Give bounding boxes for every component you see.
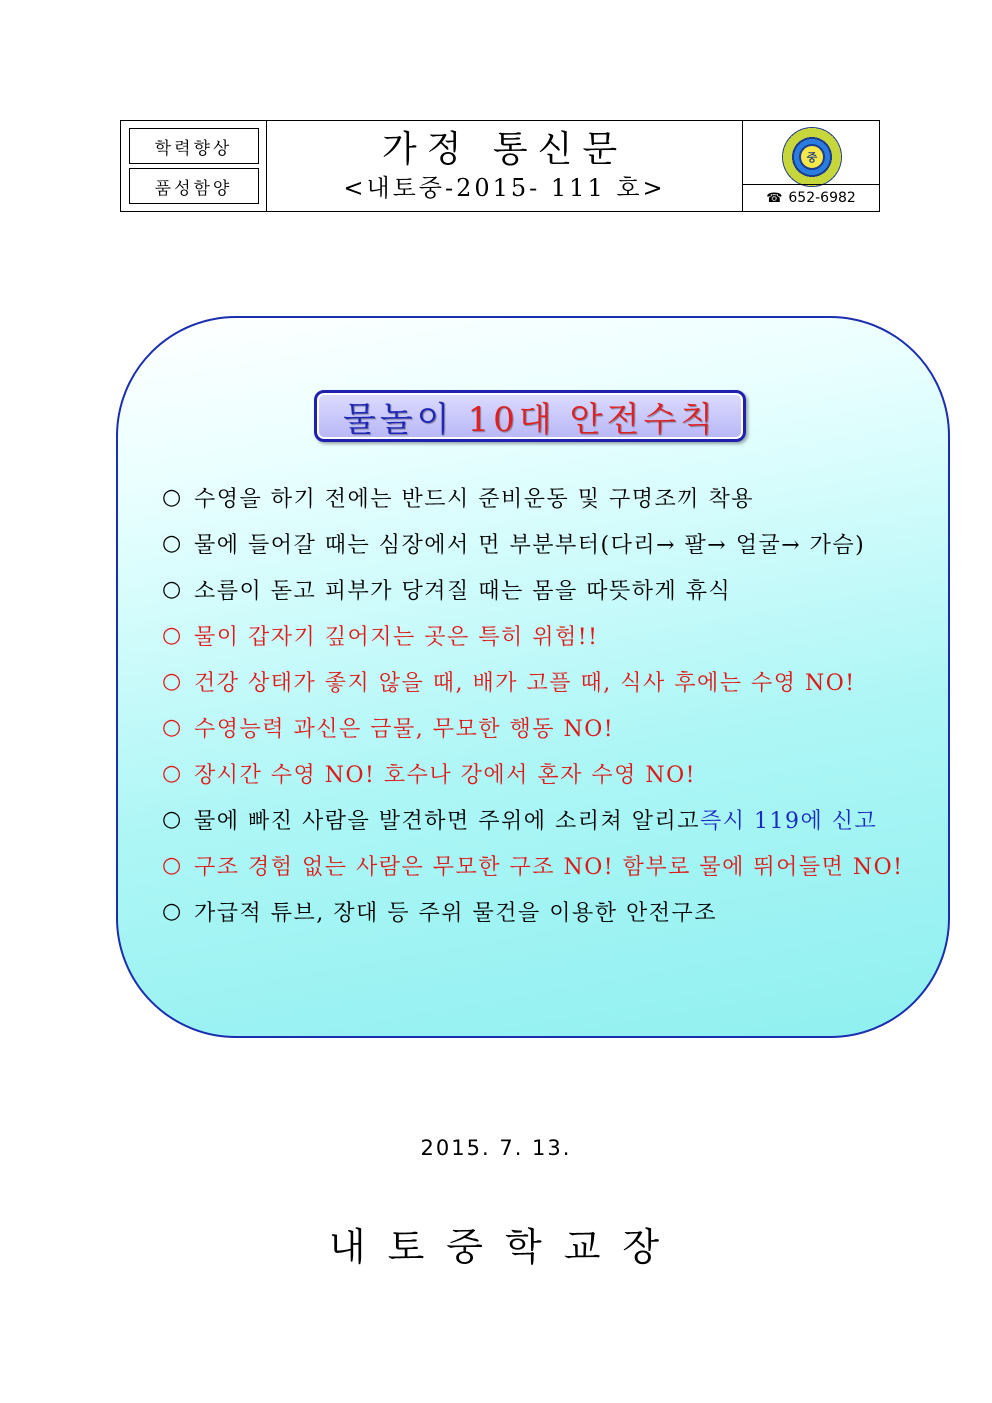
rule-text: 물에 빠진 사람을 발견하면 주위에 소리쳐 알리고 <box>194 808 701 834</box>
emblem-letter: 중 <box>799 144 825 170</box>
rule-highlight-emergency: 즉시 119에 신고 <box>700 808 878 834</box>
rule-text: 건강 상태가 좋지 않을 때, 배가 고플 때, 식사 후에는 수영 NO! <box>194 670 856 696</box>
rule-item-warning <box>162 612 903 658</box>
motto-cell <box>121 121 267 211</box>
rule-item <box>162 474 903 520</box>
bullet-icon: ○ <box>162 576 183 602</box>
rule-item <box>162 888 903 934</box>
phone-number-text: 652-6982 <box>788 190 856 206</box>
bullet-icon: ○ <box>162 760 183 786</box>
school-info-cell <box>743 121 879 211</box>
bullet-icon: ○ <box>162 852 183 878</box>
bullet-icon: ○ <box>162 484 183 510</box>
document-title: 가정 통신문 <box>381 129 628 170</box>
rule-text: 물이 갑자기 깊어지는 곳은 특히 위험!! <box>194 624 599 650</box>
principal-signature: 내토중학교장 <box>328 1225 682 1269</box>
rule-text: 수영능력 과신은 금물, 무모한 행동 NO! <box>194 716 615 742</box>
rules-list <box>162 474 903 934</box>
bullet-icon: ○ <box>162 898 183 924</box>
school-emblem-icon <box>782 127 842 187</box>
motto-character: 품성함양 <box>129 168 259 204</box>
rule-text: 수영을 하기 전에는 반드시 준비운동 및 구명조끼 착용 <box>194 486 754 512</box>
rule-item-warning <box>162 842 903 888</box>
bullet-icon: ○ <box>162 806 183 832</box>
rule-text: 소름이 돋고 피부가 당겨질 때는 몸을 따뜻하게 휴식 <box>194 578 732 604</box>
phone-number <box>743 184 879 211</box>
panel-title-part2: 10대 <box>467 399 556 440</box>
issue-number: <내토중-2015- 111 호> <box>343 174 666 202</box>
rule-item-warning <box>162 704 903 750</box>
telephone-icon: ☎ <box>766 190 783 206</box>
panel-title-part3: 안전수칙 <box>569 399 718 440</box>
bullet-icon: ○ <box>162 530 183 556</box>
rule-item <box>162 520 903 566</box>
motto-academic: 학력향상 <box>129 128 259 164</box>
rule-text: 장시간 수영 NO! 호수나 강에서 혼자 수영 NO! <box>194 762 696 788</box>
rule-text: 물에 들어갈 때는 심장에서 먼 부분부터(다리→ 팔→ 얼굴→ 가슴) <box>194 532 866 558</box>
safety-rules-panel <box>116 316 950 1038</box>
bullet-icon: ○ <box>162 668 183 694</box>
title-cell <box>267 121 743 211</box>
bullet-icon: ○ <box>162 714 183 740</box>
bullet-icon: ○ <box>162 622 183 648</box>
rule-item-warning <box>162 750 903 796</box>
rule-text: 구조 경험 없는 사람은 무모한 구조 NO! 함부로 물에 뛰어들면 NO! <box>194 854 904 880</box>
rule-item-warning <box>162 658 903 704</box>
rule-text: 가급적 튜브, 장대 등 주위 물건을 이용한 안전구조 <box>194 900 717 926</box>
panel-title <box>314 390 746 442</box>
panel-title-part1: 물놀이 <box>342 399 454 440</box>
rule-item <box>162 566 903 612</box>
rule-item <box>162 796 903 842</box>
issue-date: 2015. 7. 13. <box>420 1136 572 1160</box>
newsletter-header <box>120 120 880 212</box>
